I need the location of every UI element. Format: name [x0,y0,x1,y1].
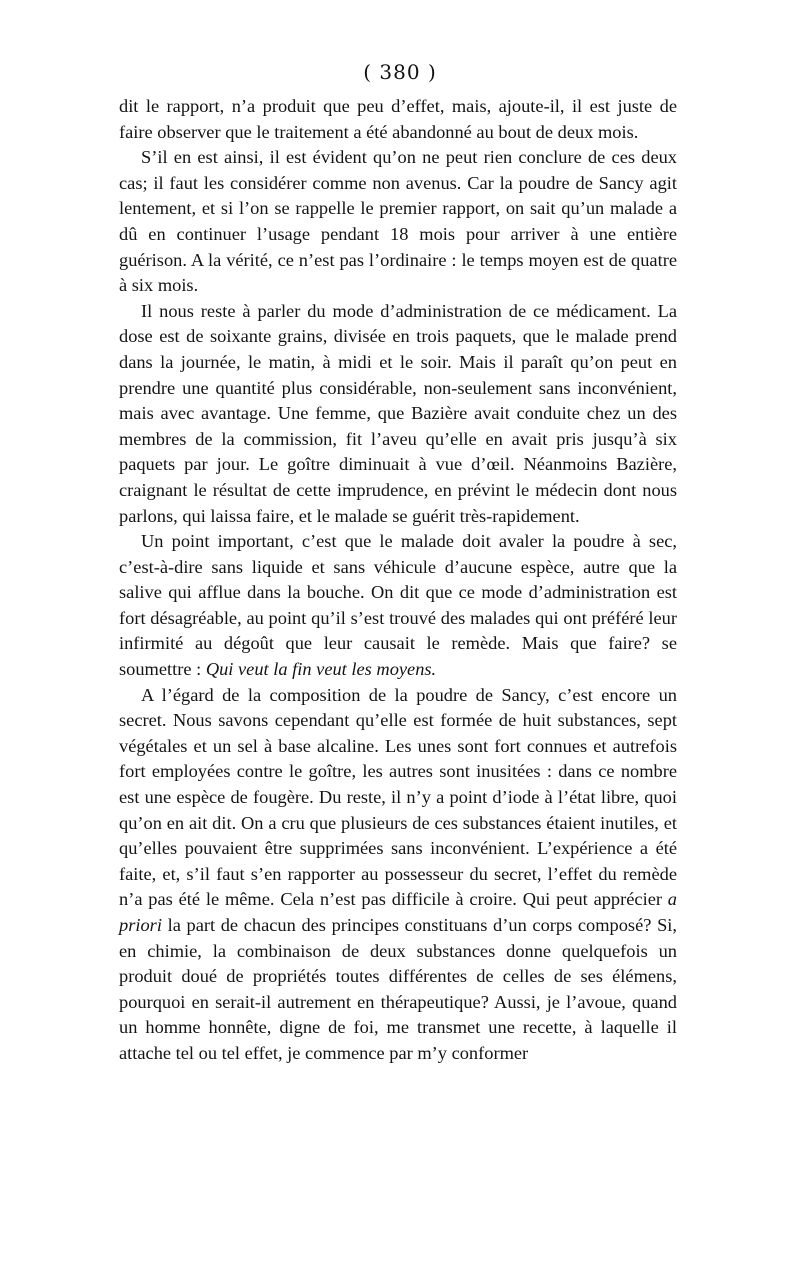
page-number: ( 380 ) [363,60,437,84]
paragraph [119,683,677,1067]
body-text [119,94,677,1067]
text-run: A l’égard de la composition de la poudre de Sancy, c’est encore un secret. Nous savons cependant qu’elle est formée de huit substances, sept végétales et un sel à base alcaline. Les unes sont fort connues et autrefois fort employées contre le goître, les autres sont inusitées : dans ce nombre est une espèce de fougère. Du reste, il n’y a point d’iode à l’état libre, quoi qu’on en ait dit. On a cru que plusieurs de ces substances étaient inutiles, et qu’elles pouvaient être supprimées sans inconvénient. L’expérience a été faite, et, s’il faut s’en rapporter au possesseur du secret, l’effet du remède n’a pas été le même. Cela n’est pas difficile à croire. Qui peut apprécier [119,684,677,910]
italic-phrase: Qui veut la fin veut les moyens. [205,659,437,680]
italic-phrase: a priori [119,889,677,935]
paragraph [119,299,677,529]
text-run: Un point important, c’est que le malade doit avaler la poudre à sec, c’est-à-dire sans liquide et sans véhicule d’aucune espèce, autre que la salive qui afflue dans la bouche. On dit que ce mode d’administration est fort désagréable, au point qu’il s’est trouvé des malades qui ont préféré leur infirmité au dégoût que leur causait le remède. Mais que faire? se soumettre : [119,531,677,680]
text-run: S’il en est ainsi, il est évident qu’on ne peut rien conclure de ces deux cas; il faut les considérer comme non avenus. Car la poudre de Sancy agit lentement, et si l’on se rappelle le premier rapport, on sait qu’un malade a dû en continuer l’usage pendant 18 mois pour arriver à une entière guérison. A la vérité, ce n’est pas l’ordinaire : le temps moyen est de quatre à six mois. [119,147,677,296]
text-run: la part de chacun des principes constituans d’un corps composé? Si, en chimie, la combinaison de deux substances donne quelquefois un produit doué de propriétés toutes différentes de celles de ses élémens, pourquoi en serait-il autrement en thérapeutique? Aussi, je l’avoue, quand un homme honnête, digne de foi, me transmet une recette, à laquelle il attache tel ou tel effet, je commence par m’y conformer [119,915,677,1063]
paragraph [119,145,677,299]
text-run: dit le rapport, n’a produit que peu d’effet, mais, ajoute-il, il est juste de faire observer que le traitement a été abandonné au bout de deux mois. [119,96,677,142]
paragraph [119,529,677,683]
text-run: Il nous reste à parler du mode d’administration de ce médicament. La dose est de soixante grains, divisée en trois paquets, que le malade prend dans la journée, le matin, à midi et le soir. Mais il paraît qu’on peut en prendre une quantité plus considérable, non-seulement sans inconvénient, mais avec avantage. Une femme, que Bazière avait conduite chez un des membres de la commission, fit l’aveu qu’elle en avait pris jusqu’à six paquets par jour. Le goître diminuait à vue d’œil. Néanmoins Bazière, craignant le résultat de cette imprudence, en prévint le médecin dont nous parlons, qui laissa faire, et le malade se guérit très-rapidement. [119,300,677,526]
paragraph [119,94,677,145]
